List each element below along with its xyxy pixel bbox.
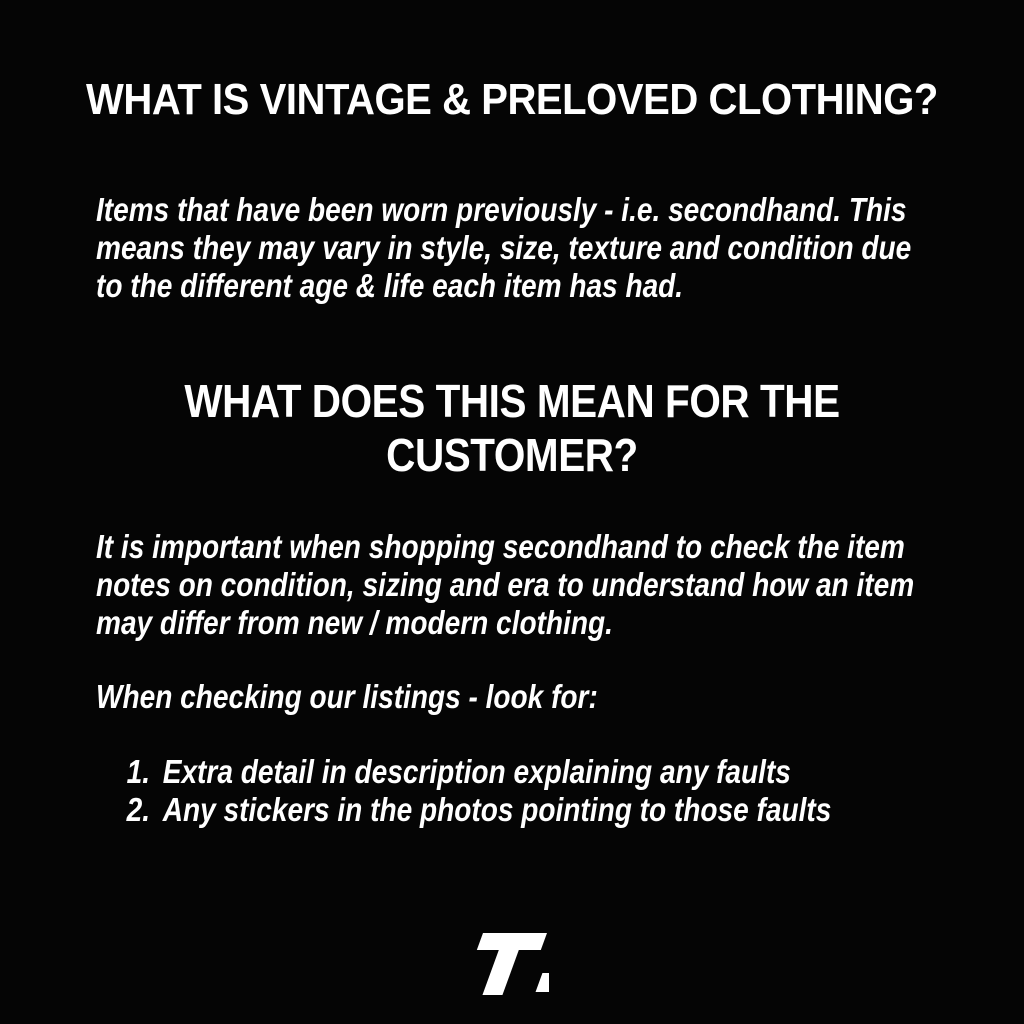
- checklist-item-1-text: Extra detail in description explaining any faults: [162, 753, 791, 790]
- intro-line-1: Items that have been worn previously - i.e. secondhand. This: [96, 191, 907, 228]
- section-heading: [61, 374, 962, 482]
- intro-line-2: means they may vary in style, size, texture and condition due: [96, 229, 912, 266]
- checklist-item-2: [96, 791, 831, 829]
- checklist-intro: When checking our listings - look for:: [96, 678, 598, 715]
- brand-logo: [0, 933, 1024, 997]
- checklist-item-1-number: 1.: [126, 753, 151, 790]
- t-logo-icon: [475, 933, 549, 997]
- checklist-item-1: [96, 753, 831, 791]
- customer-line-1: It is important when shopping secondhand to check the item: [96, 528, 905, 565]
- page-title: WHAT IS VINTAGE & PRELOVED CLOTHING?: [86, 75, 938, 124]
- section-heading-line-1: WHAT DOES THIS MEAN FOR THE: [184, 375, 840, 427]
- customer-paragraph: [96, 528, 914, 642]
- customer-line-2: notes on condition, sizing and era to understand how an item: [96, 566, 915, 603]
- customer-line-3: may differ from new / modern clothing.: [96, 604, 613, 641]
- checklist-item-2-text: Any stickers in the photos pointing to those faults: [162, 791, 832, 828]
- intro-line-3: to the different age & life each item has had.: [96, 267, 684, 304]
- section-heading-line-2: CUSTOMER?: [386, 429, 638, 481]
- intro-paragraph: [96, 191, 911, 305]
- checklist: [96, 753, 831, 829]
- checklist-item-2-number: 2.: [126, 791, 151, 828]
